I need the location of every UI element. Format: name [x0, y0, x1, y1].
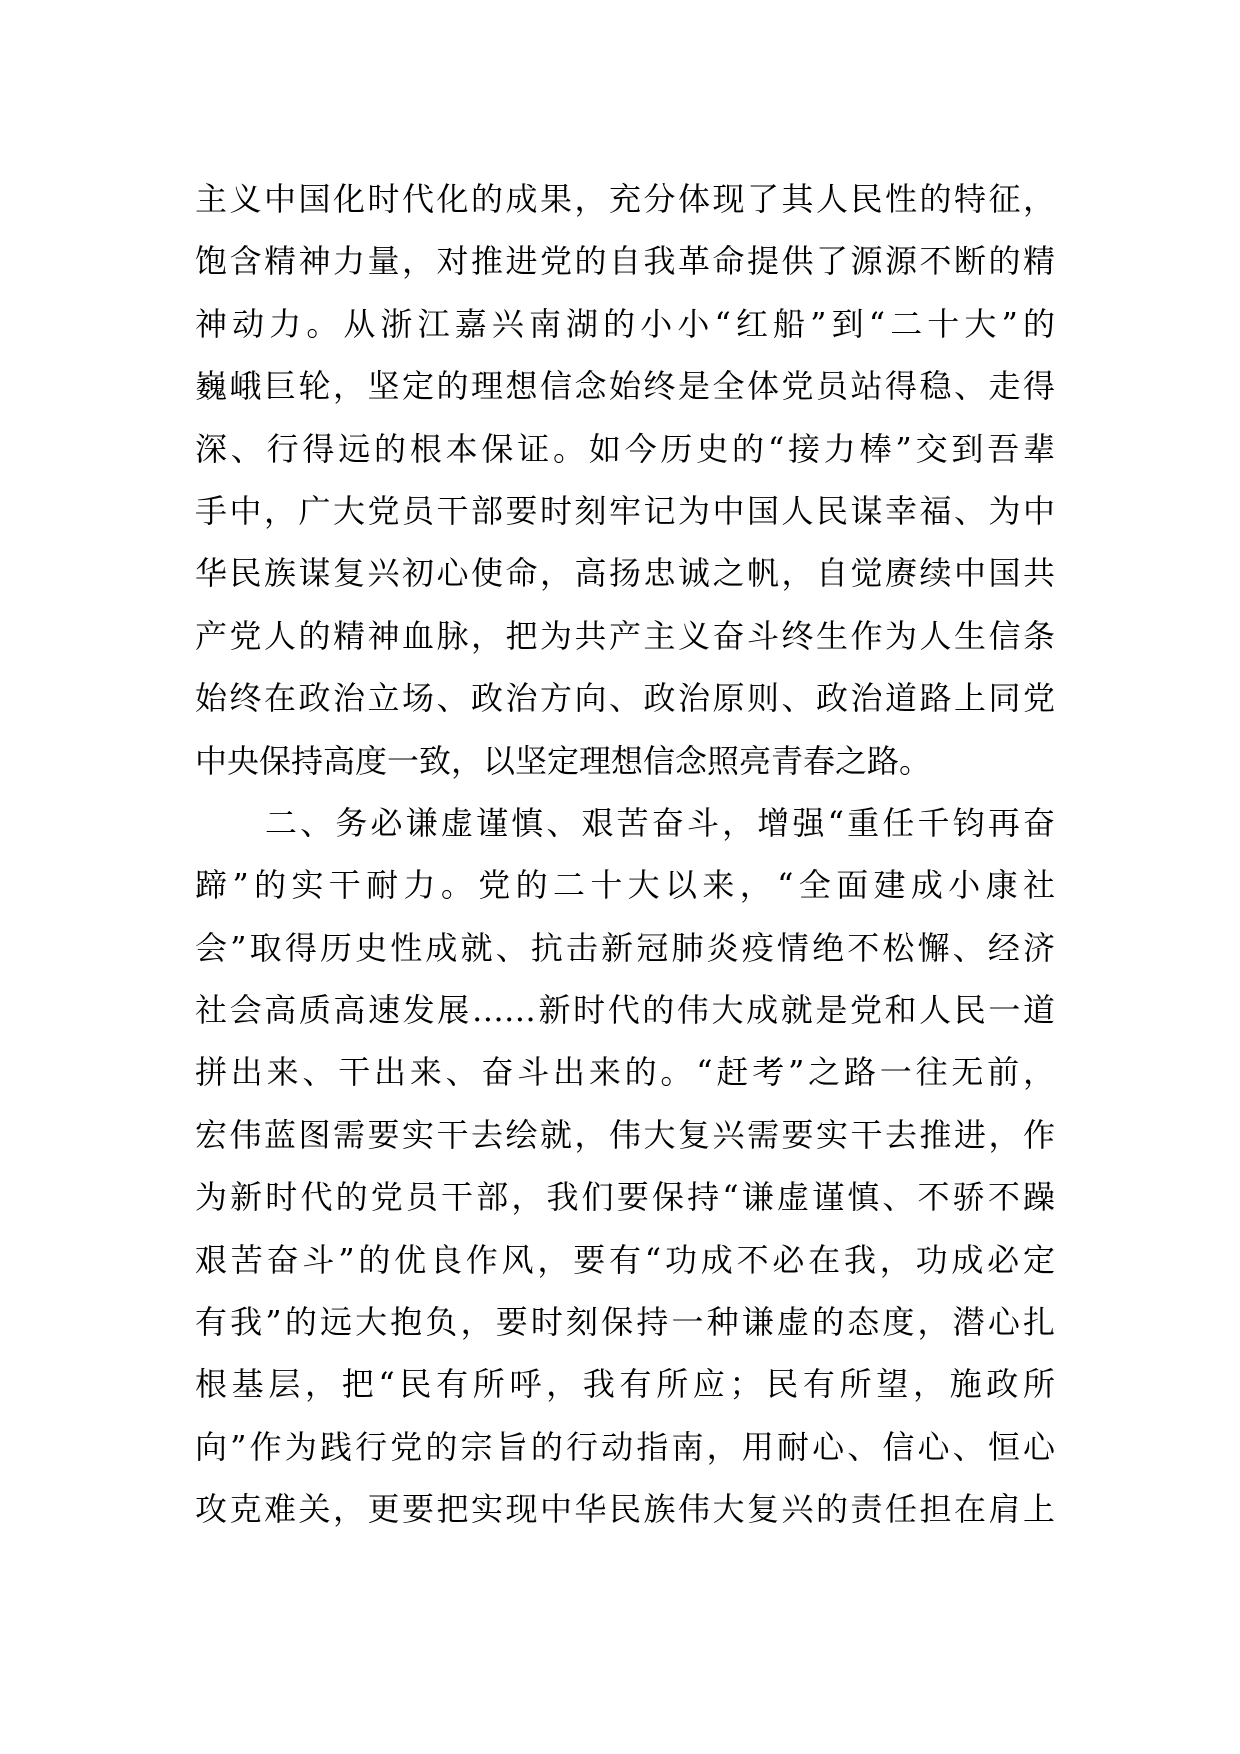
text-line: 向”作为践行党的宗旨的行动指南，用耐心、信心、恒心 — [195, 1427, 1055, 1466]
text-line: 巍峨巨轮，坚定的理想信念始终是全体党员站得稳、走得 — [195, 367, 1055, 406]
text-line: 拼出来、干出来、奋斗出来的。“赶考”之路一往无前， — [195, 1053, 1055, 1092]
text-line: 攻克难关，更要把实现中华民族伟大复兴的责任担在肩上 — [195, 1490, 1055, 1529]
text-line: 二、务必谦虚谨慎、艰苦奋斗，增强“重任千钧再奋 — [265, 803, 1055, 842]
text-line: 会”取得历史性成就、抗击新冠肺炎疫情绝不松懈、经济 — [195, 928, 1055, 967]
text-line: 深、行得远的根本保证。如今历史的“接力棒”交到吾辈 — [195, 429, 1055, 468]
text-line: 产党人的精神血脉，把为共产主义奋斗终生作为人生信条 — [195, 616, 1055, 655]
text-line: 为新时代的党员干部，我们要保持“谦虚谨慎、不骄不躁 — [195, 1178, 1055, 1217]
text-line: 神动力。从浙江嘉兴南湖的小小“红船”到“二十大”的 — [195, 304, 1055, 343]
paragraph-1 — [195, 168, 1055, 792]
text-line: 主义中国化时代化的成果，充分体现了其人民性的特征， — [195, 180, 1055, 218]
text-line: 社会高质高速发展……新时代的伟大成就是党和人民一道 — [195, 991, 1055, 1030]
text-line: 宏伟蓝图需要实干去绘就，伟大复兴需要实干去推进，作 — [195, 1115, 1055, 1154]
text-line: 饱含精神力量，对推进党的自我革命提供了源源不断的精 — [195, 242, 1055, 281]
body-text — [195, 168, 1055, 1541]
text-line: 根基层，把“民有所呼，我有所应；民有所望，施政所 — [195, 1365, 1055, 1404]
text-line: 华民族谋复兴初心使命，高扬忠诚之帆，自觉赓续中国共 — [195, 554, 1055, 593]
paragraph-2 — [195, 792, 1055, 1541]
text-line: 艰苦奋斗”的优良作风，要有“功成不必在我，功成必定 — [195, 1240, 1055, 1279]
text-line: 蹄”的实干耐力。党的二十大以来，“全面建成小康社 — [195, 866, 1055, 905]
text-line: 手中，广大党员干部要时刻牢记为中国人民谋幸福、为中 — [195, 491, 1055, 530]
text-line: 中央保持高度一致，以坚定理想信念照亮青春之路。 — [195, 741, 932, 780]
text-line: 始终在政治立场、政治方向、政治原则、政治道路上同党 — [195, 679, 1055, 718]
text-line: 有我”的远大抱负，要时刻保持一种谦虚的态度，潜心扎 — [195, 1303, 1055, 1342]
